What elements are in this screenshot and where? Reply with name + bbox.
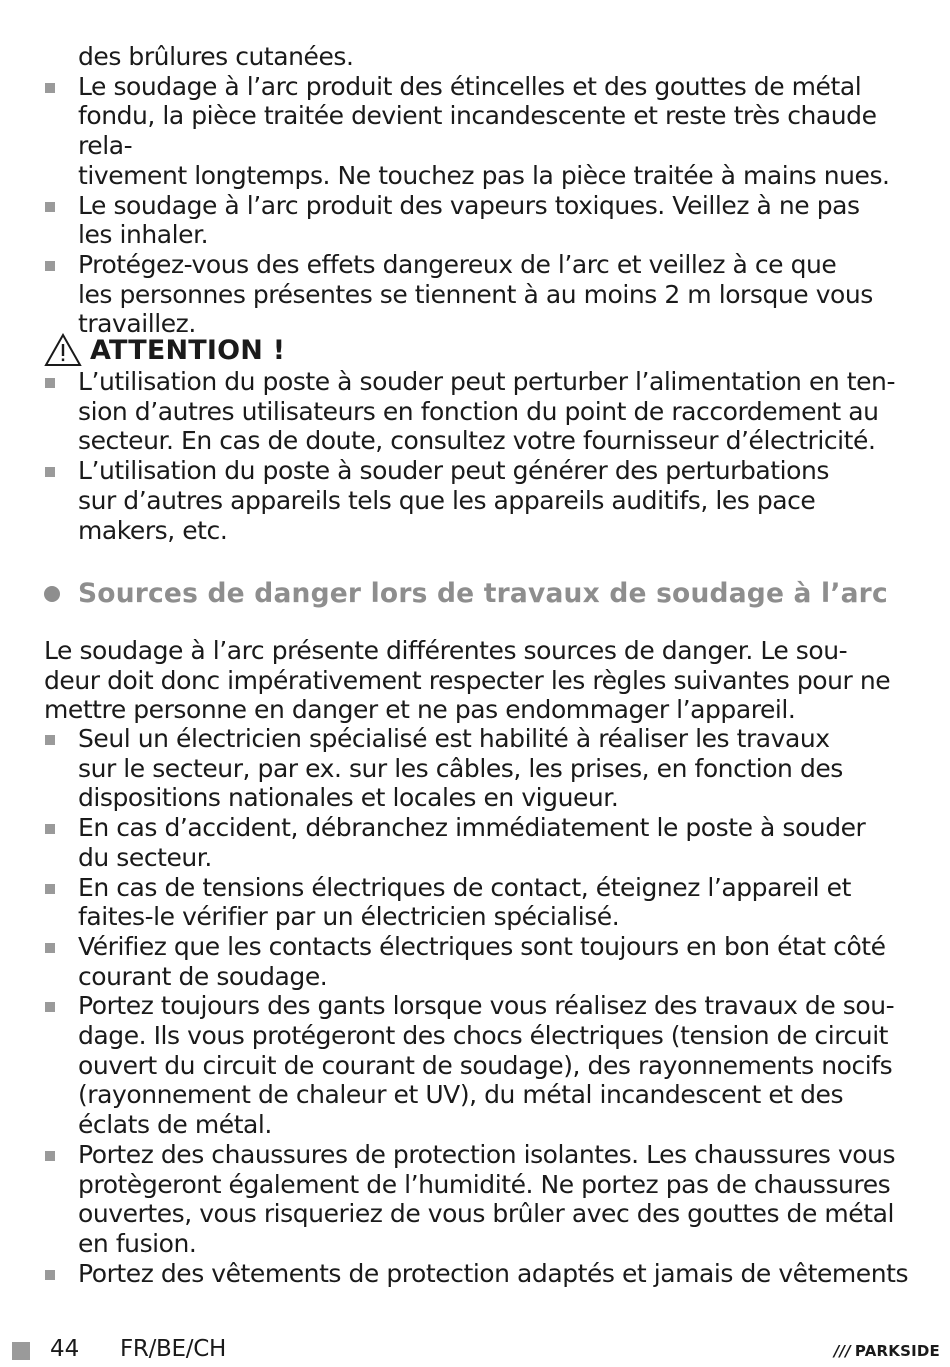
- bullet-item: [0, 991, 918, 1140]
- bullet-line: En cas de tensions électriques de contact, éteignez l’appareil et: [78, 872, 851, 902]
- bullet-square-icon: [45, 943, 55, 953]
- bullet-line: sion d’autres utilisateurs en fonction du point de raccordement au: [78, 396, 879, 426]
- bullet-square-icon: [45, 261, 55, 271]
- warning-heading: [44, 333, 285, 367]
- bullet-line: du secteur.: [78, 842, 212, 872]
- page-footer: [0, 1330, 950, 1367]
- brand-name: PARKSIDE: [854, 1342, 940, 1360]
- bullet-line: Protégez-vous des effets dangereux de l’arc et veillez à ce que: [78, 249, 837, 279]
- bullet-line: les inhaler.: [78, 220, 209, 250]
- bullet-list-1: [78, 72, 918, 339]
- section-heading-text: Sources de danger lors de travaux de soudage à l’arc: [78, 578, 888, 609]
- bullet-line: En cas d’accident, débranchez immédiatement le poste à souder: [78, 813, 866, 843]
- bullet-square-icon: [45, 824, 55, 834]
- bullet-line: courant de soudage.: [78, 961, 328, 991]
- warning-title: ATTENTION !: [90, 334, 286, 366]
- bullet-item: [0, 813, 918, 872]
- bullet-line: makers, etc.: [78, 515, 228, 545]
- locale-label: FR/BE/CH: [120, 1336, 226, 1362]
- bullet-line: dage. Ils vous protégeront des chocs électriques (tension de circuit: [78, 1021, 889, 1051]
- bullet-line: ouvert du circuit de courant de soudage), des rayonnements nocifs: [78, 1050, 893, 1080]
- bullet-line: ouvertes, vous risqueriez de vous brûler avec des gouttes de métal: [78, 1199, 894, 1229]
- bullet-line: Portez des chaussures de protection isolantes. Les chaussures vous: [78, 1139, 896, 1169]
- bullet-square-icon: [45, 467, 55, 477]
- bullet-square-icon: [45, 1002, 55, 1012]
- bullet-line: tivement longtemps. Ne touchez pas la pièce traitée à mains nues.: [78, 160, 890, 190]
- bullet-line: (rayonnement de chaleur et UV), du métal incandescent et des: [78, 1080, 844, 1110]
- bullet-square-icon: [45, 735, 55, 745]
- bullet-item: [0, 72, 918, 191]
- bullet-item: [0, 873, 918, 932]
- bullet-line: les personnes présentes se tiennent à au moins 2 m lorsque vous: [78, 279, 873, 309]
- bullet-dot-icon: [44, 586, 60, 602]
- bullet-square-icon: [45, 1151, 55, 1161]
- bullet-item: [0, 250, 918, 339]
- bullet-line: Seul un électricien spécialisé est habilité à réaliser les travaux: [78, 724, 830, 753]
- bullet-item: [0, 1259, 918, 1289]
- bullet-list-2: [78, 367, 918, 545]
- bullet-item: [0, 724, 918, 813]
- bullet-item: [0, 367, 918, 456]
- intro-line: mettre personne en danger et ne pas endommager l’appareil.: [44, 695, 796, 725]
- bullet-square-icon: [45, 1270, 55, 1280]
- brand-slashes: ///: [833, 1342, 851, 1360]
- intro-line: Le soudage à l’arc présente différentes sources de danger. Le sou-: [44, 636, 848, 665]
- bullet-line: dispositions nationales et locales en vigueur.: [78, 783, 619, 813]
- warning-section: [78, 367, 918, 545]
- bullet-line: L’utilisation du poste à souder peut perturber l’alimentation en ten-: [78, 367, 896, 396]
- bullet-line: L’utilisation du poste à souder peut générer des perturbations: [78, 456, 829, 486]
- bullet-square-icon: [45, 202, 55, 212]
- bullet-list-3: [78, 724, 918, 1288]
- bullet-line: Le soudage à l’arc produit des étincelles et des gouttes de métal: [78, 71, 862, 101]
- footer-square-icon: [12, 1342, 30, 1360]
- bullet-item: [0, 1140, 918, 1259]
- bullet-square-icon: [45, 83, 55, 93]
- bullet-line: faites-le vérifier par un électricien spécialisé.: [78, 902, 620, 932]
- continued-line: des brûlures cutanées.: [78, 42, 354, 71]
- bullet-square-icon: [45, 378, 55, 388]
- bullet-line: sur le secteur, par ex. sur les câbles, les prises, en fonction des: [78, 753, 843, 783]
- bullet-item: [0, 456, 918, 545]
- bullet-item: [0, 191, 918, 250]
- bullet-line: sur d’autres appareils tels que les appareils auditifs, les pace: [78, 485, 816, 515]
- section-heading: [44, 578, 924, 609]
- page-number: 44: [50, 1336, 80, 1362]
- bullet-item: [0, 932, 918, 991]
- bullet-line: éclats de métal.: [78, 1110, 272, 1140]
- bullet-line: Portez des vêtements de protection adaptés et jamais de vêtements: [78, 1258, 909, 1288]
- brand-logo: [834, 1342, 940, 1360]
- bullet-square-icon: [45, 884, 55, 894]
- bullet-line: Vérifiez que les contacts électriques sont toujours en bon état côté: [78, 931, 886, 961]
- danger-section: [78, 724, 918, 1288]
- bullet-line: travaillez.: [78, 309, 196, 339]
- bullet-line: Portez toujours des gants lorsque vous réalisez des travaux de sou-: [78, 991, 895, 1021]
- warning-triangle-icon: [44, 333, 82, 367]
- intro-line: deur doit donc impérativement respecter les règles suivantes pour ne: [44, 665, 891, 695]
- bullet-line: en fusion.: [78, 1228, 197, 1258]
- section-continuation: [78, 42, 918, 339]
- bullet-line: secteur. En cas de doute, consultez votre fournisseur d’électricité.: [78, 426, 876, 456]
- bullet-line: protègeront également de l’humidité. Ne portez pas de chaussures: [78, 1169, 891, 1199]
- bullet-line: Le soudage à l’arc produit des vapeurs toxiques. Veillez à ne pas: [78, 190, 860, 220]
- bullet-line: fondu, la pièce traitée devient incandescente et reste très chaude rela-: [78, 101, 877, 161]
- intro-paragraph: [44, 636, 924, 725]
